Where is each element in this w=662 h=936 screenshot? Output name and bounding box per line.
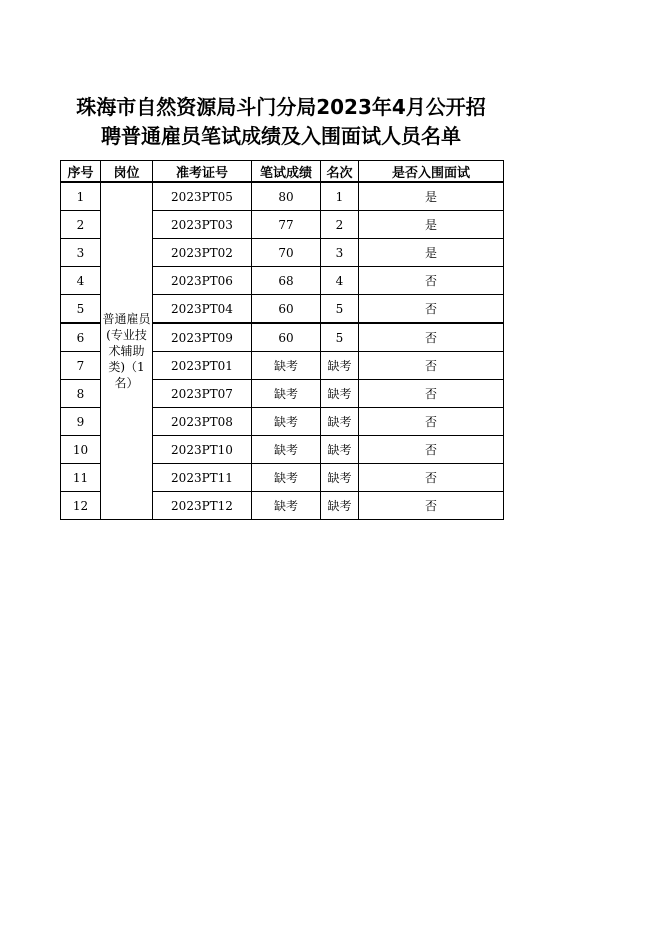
written-score-cell: 缺考 bbox=[252, 408, 321, 436]
shortlisted-cell: 否 bbox=[359, 464, 504, 492]
serial-number-cell: 5 bbox=[61, 295, 101, 324]
shortlisted-cell: 是 bbox=[359, 239, 504, 267]
serial-number-cell: 7 bbox=[61, 352, 101, 380]
exam-id-cell: 2023PT02 bbox=[153, 239, 252, 267]
serial-number-cell: 2 bbox=[61, 211, 101, 239]
written-score-cell: 77 bbox=[252, 211, 321, 239]
shortlisted-cell: 否 bbox=[359, 323, 504, 352]
exam-id-cell: 2023PT10 bbox=[153, 436, 252, 464]
shortlisted-cell: 否 bbox=[359, 436, 504, 464]
exam-id-cell: 2023PT09 bbox=[153, 323, 252, 352]
rank-cell: 缺考 bbox=[321, 352, 359, 380]
exam-id-cell: 2023PT04 bbox=[153, 295, 252, 324]
exam-id-cell: 2023PT07 bbox=[153, 380, 252, 408]
serial-number-cell: 6 bbox=[61, 323, 101, 352]
shortlisted-cell: 是 bbox=[359, 211, 504, 239]
serial-number-cell: 12 bbox=[61, 492, 101, 520]
header-rank: 名次 bbox=[321, 161, 359, 183]
rank-cell: 缺考 bbox=[321, 464, 359, 492]
header-position: 岗位 bbox=[101, 161, 153, 183]
written-score-cell: 70 bbox=[252, 239, 321, 267]
serial-number-cell: 10 bbox=[61, 436, 101, 464]
written-score-cell: 缺考 bbox=[252, 352, 321, 380]
shortlisted-cell: 否 bbox=[359, 352, 504, 380]
serial-number-cell: 1 bbox=[61, 182, 101, 211]
rank-cell: 4 bbox=[321, 267, 359, 295]
shortlisted-cell: 否 bbox=[359, 295, 504, 324]
shortlisted-cell: 否 bbox=[359, 380, 504, 408]
header-exam-id: 准考证号 bbox=[153, 161, 252, 183]
serial-number-cell: 9 bbox=[61, 408, 101, 436]
rank-cell: 5 bbox=[321, 323, 359, 352]
exam-id-cell: 2023PT06 bbox=[153, 267, 252, 295]
exam-id-cell: 2023PT05 bbox=[153, 182, 252, 211]
rank-cell: 2 bbox=[321, 211, 359, 239]
header-shortlisted: 是否入围面试 bbox=[359, 161, 504, 183]
written-score-cell: 60 bbox=[252, 323, 321, 352]
exam-id-cell: 2023PT11 bbox=[153, 464, 252, 492]
rank-cell: 1 bbox=[321, 182, 359, 211]
exam-id-cell: 2023PT12 bbox=[153, 492, 252, 520]
exam-id-cell: 2023PT01 bbox=[153, 352, 252, 380]
header-written-score: 笔试成绩 bbox=[252, 161, 321, 183]
header-serial-number: 序号 bbox=[61, 161, 101, 183]
rank-cell: 3 bbox=[321, 239, 359, 267]
rank-cell: 缺考 bbox=[321, 492, 359, 520]
document-title-line-2: 聘普通雇员笔试成绩及入围面试人员名单 bbox=[101, 124, 461, 148]
document-title-line-1: 珠海市自然资源局斗门分局2023年4月公开招 bbox=[76, 95, 486, 119]
serial-number-cell: 4 bbox=[61, 267, 101, 295]
position-cell: 普通雇员(专业技术辅助类)（1名） bbox=[101, 182, 153, 520]
exam-id-cell: 2023PT08 bbox=[153, 408, 252, 436]
written-score-cell: 68 bbox=[252, 267, 321, 295]
table-row bbox=[61, 182, 504, 211]
exam-id-cell: 2023PT03 bbox=[153, 211, 252, 239]
results-table bbox=[60, 160, 504, 520]
rank-cell: 缺考 bbox=[321, 380, 359, 408]
table-header-row bbox=[61, 161, 504, 183]
shortlisted-cell: 否 bbox=[359, 408, 504, 436]
rank-cell: 缺考 bbox=[321, 408, 359, 436]
shortlisted-cell: 否 bbox=[359, 492, 504, 520]
shortlisted-cell: 否 bbox=[359, 267, 504, 295]
serial-number-cell: 3 bbox=[61, 239, 101, 267]
shortlisted-cell: 是 bbox=[359, 182, 504, 211]
rank-cell: 5 bbox=[321, 295, 359, 324]
table-body bbox=[61, 182, 504, 520]
serial-number-cell: 8 bbox=[61, 380, 101, 408]
written-score-cell: 缺考 bbox=[252, 492, 321, 520]
written-score-cell: 缺考 bbox=[252, 436, 321, 464]
written-score-cell: 缺考 bbox=[252, 464, 321, 492]
rank-cell: 缺考 bbox=[321, 436, 359, 464]
written-score-cell: 缺考 bbox=[252, 380, 321, 408]
serial-number-cell: 11 bbox=[61, 464, 101, 492]
written-score-cell: 80 bbox=[252, 182, 321, 211]
written-score-cell: 60 bbox=[252, 295, 321, 324]
